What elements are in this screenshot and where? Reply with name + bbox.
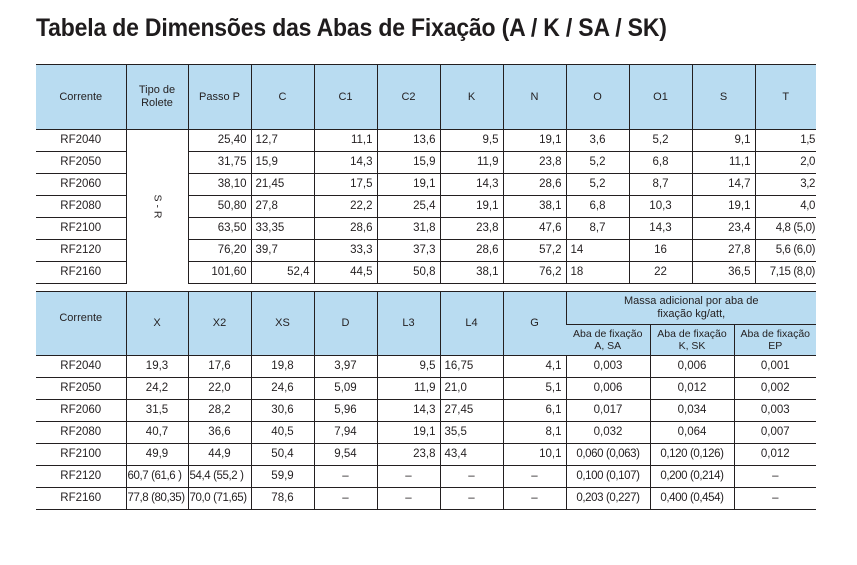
cell-c2: 31,8 <box>377 218 440 240</box>
cell-o: 5,2 <box>566 152 629 174</box>
col-header-n: N <box>503 65 566 130</box>
cell-s: 23,4 <box>692 218 755 240</box>
cell-k: 14,3 <box>440 174 503 196</box>
cell-x: 40,7 <box>126 422 188 444</box>
cell-xs: 30,6 <box>251 400 314 422</box>
cell-d: 5,96 <box>314 400 377 422</box>
cell-o1: 14,3 <box>629 218 692 240</box>
cell-d: – <box>314 488 377 510</box>
cell-corrente: RF2160 <box>36 262 126 284</box>
col-header-c: C <box>251 65 314 130</box>
cell-d: – <box>314 466 377 488</box>
cell-g: 4,1 <box>503 356 566 378</box>
cell-t: 7,15 (8,0) <box>755 262 816 284</box>
cell-k: 28,6 <box>440 240 503 262</box>
table-row <box>36 422 816 444</box>
cell-o: 18 <box>566 262 629 284</box>
cell-c: 15,9 <box>251 152 314 174</box>
cell-massa-ep: 0,002 <box>734 378 816 400</box>
cell-xs: 19,8 <box>251 356 314 378</box>
cell-l3: 23,8 <box>377 444 440 466</box>
cell-c1: 17,5 <box>314 174 377 196</box>
cell-x: 24,2 <box>126 378 188 400</box>
cell-massa-ep: – <box>734 466 816 488</box>
col-header-tipo-rolete: Tipo de Rolete <box>126 65 188 130</box>
cell-massa-ep: 0,003 <box>734 400 816 422</box>
cell-massa-k-sk: 0,064 <box>650 422 734 444</box>
cell-o1: 16 <box>629 240 692 262</box>
col-header-c2: C2 <box>377 65 440 130</box>
cell-k: 9,5 <box>440 130 503 152</box>
cell-x2: 70,0 (71,65) <box>188 488 251 510</box>
cell-g: 5,1 <box>503 378 566 400</box>
cell-corrente: RF2120 <box>36 466 126 488</box>
cell-l3: 19,1 <box>377 422 440 444</box>
cell-d: 3,97 <box>314 356 377 378</box>
cell-d: 7,94 <box>314 422 377 444</box>
cell-x: 77,8 (80,35) <box>126 488 188 510</box>
cell-t: 4,8 (5,0) <box>755 218 816 240</box>
cell-o: 6,8 <box>566 196 629 218</box>
cell-xs: 59,9 <box>251 466 314 488</box>
col-header-s: S <box>692 65 755 130</box>
cell-massa-k-sk: 0,006 <box>650 356 734 378</box>
page-title: Tabela de Dimensões das Abas de Fixação (A / K / SA / SK) <box>36 14 667 42</box>
cell-c: 39,7 <box>251 240 314 262</box>
cell-passo: 76,20 <box>188 240 251 262</box>
col-header-o: O <box>566 65 629 130</box>
cell-s: 9,1 <box>692 130 755 152</box>
cell-corrente: RF2060 <box>36 174 126 196</box>
cell-c1: 28,6 <box>314 218 377 240</box>
cell-g: 10,1 <box>503 444 566 466</box>
cell-passo: 38,10 <box>188 174 251 196</box>
col-header-passo: Passo P <box>188 65 251 130</box>
col-header-l3: L3 <box>377 292 440 356</box>
cell-c: 33,35 <box>251 218 314 240</box>
cell-c: 21,45 <box>251 174 314 196</box>
cell-s: 27,8 <box>692 240 755 262</box>
cell-l4: 16,75 <box>440 356 503 378</box>
cell-n: 23,8 <box>503 152 566 174</box>
cell-passo: 31,75 <box>188 152 251 174</box>
col-header-corrente: Corrente <box>36 292 126 356</box>
cell-massa-k-sk: 0,120 (0,126) <box>650 444 734 466</box>
cell-t: 3,2 <box>755 174 816 196</box>
cell-s: 19,1 <box>692 196 755 218</box>
cell-k: 38,1 <box>440 262 503 284</box>
cell-l4: 35,5 <box>440 422 503 444</box>
cell-n: 76,2 <box>503 262 566 284</box>
cell-l3: – <box>377 466 440 488</box>
cell-l3: 9,5 <box>377 356 440 378</box>
roller-type-label: S - R <box>151 194 164 219</box>
table1-header-row <box>36 65 816 130</box>
cell-massa-k-sk: 0,200 (0,214) <box>650 466 734 488</box>
col-header-g: G <box>503 292 566 356</box>
table-row <box>36 378 816 400</box>
cell-g: 8,1 <box>503 422 566 444</box>
cell-g: – <box>503 488 566 510</box>
cell-c2: 25,4 <box>377 196 440 218</box>
cell-x2: 54,4 (55,2 ) <box>188 466 251 488</box>
cell-corrente: RF2120 <box>36 240 126 262</box>
cell-c: 52,4 <box>251 262 314 284</box>
cell-d: 5,09 <box>314 378 377 400</box>
cell-x: 49,9 <box>126 444 188 466</box>
cell-s: 14,7 <box>692 174 755 196</box>
table-row <box>36 466 816 488</box>
cell-corrente: RF2040 <box>36 356 126 378</box>
cell-massa-k-sk: 0,400 (0,454) <box>650 488 734 510</box>
table-row <box>36 400 816 422</box>
cell-l4: 27,45 <box>440 400 503 422</box>
cell-massa-ep: 0,001 <box>734 356 816 378</box>
cell-massa-ep: 0,012 <box>734 444 816 466</box>
cell-xs: 50,4 <box>251 444 314 466</box>
cell-g: – <box>503 466 566 488</box>
cell-n: 38,1 <box>503 196 566 218</box>
cell-s: 36,5 <box>692 262 755 284</box>
cell-c: 27,8 <box>251 196 314 218</box>
cell-o: 5,2 <box>566 174 629 196</box>
cell-o: 14 <box>566 240 629 262</box>
cell-xs: 24,6 <box>251 378 314 400</box>
cell-c2: 15,9 <box>377 152 440 174</box>
cell-corrente: RF2040 <box>36 130 126 152</box>
cell-c2: 19,1 <box>377 174 440 196</box>
dimensions-table-2 <box>36 291 816 510</box>
cell-passo: 63,50 <box>188 218 251 240</box>
cell-c: 12,7 <box>251 130 314 152</box>
cell-c1: 14,3 <box>314 152 377 174</box>
cell-x: 60,7 (61,6 ) <box>126 466 188 488</box>
cell-n: 57,2 <box>503 240 566 262</box>
cell-massa-k-sk: 0,012 <box>650 378 734 400</box>
cell-t: 2,0 <box>755 152 816 174</box>
table-row <box>36 444 816 466</box>
cell-c2: 37,3 <box>377 240 440 262</box>
cell-c1: 44,5 <box>314 262 377 284</box>
cell-n: 19,1 <box>503 130 566 152</box>
cell-o1: 8,7 <box>629 174 692 196</box>
cell-l3: 11,9 <box>377 378 440 400</box>
cell-g: 6,1 <box>503 400 566 422</box>
cell-corrente: RF2050 <box>36 152 126 174</box>
cell-k: 23,8 <box>440 218 503 240</box>
cell-massa-a-sa: 0,003 <box>566 356 650 378</box>
dimensions-table-1 <box>36 64 816 284</box>
cell-l4: 43,4 <box>440 444 503 466</box>
cell-c1: 22,2 <box>314 196 377 218</box>
cell-massa-a-sa: 0,100 (0,107) <box>566 466 650 488</box>
col-header-xs: XS <box>251 292 314 356</box>
cell-passo: 101,60 <box>188 262 251 284</box>
cell-corrente: RF2050 <box>36 378 126 400</box>
cell-n: 47,6 <box>503 218 566 240</box>
cell-massa-a-sa: 0,017 <box>566 400 650 422</box>
cell-k: 19,1 <box>440 196 503 218</box>
table-row <box>36 130 816 152</box>
cell-massa-a-sa: 0,032 <box>566 422 650 444</box>
col-header-massa-k-sk: Aba de fixação K, SK <box>650 325 734 356</box>
col-header-c1: C1 <box>314 65 377 130</box>
cell-t: 4,0 <box>755 196 816 218</box>
cell-o1: 5,2 <box>629 130 692 152</box>
cell-c1: 11,1 <box>314 130 377 152</box>
cell-s: 11,1 <box>692 152 755 174</box>
col-header-corrente: Corrente <box>36 65 126 130</box>
cell-c1: 33,3 <box>314 240 377 262</box>
cell-c2: 50,8 <box>377 262 440 284</box>
cell-o1: 10,3 <box>629 196 692 218</box>
col-header-massa-a-sa: Aba de fixação A, SA <box>566 325 650 356</box>
cell-passo: 50,80 <box>188 196 251 218</box>
cell-d: 9,54 <box>314 444 377 466</box>
cell-l4: – <box>440 466 503 488</box>
table-row <box>36 356 816 378</box>
table-row <box>36 488 816 510</box>
col-header-massa-ep: Aba de fixação EP <box>734 325 816 356</box>
col-header-massa: Massa adicional por aba de fixação kg/att, <box>566 292 816 325</box>
cell-massa-a-sa: 0,006 <box>566 378 650 400</box>
cell-n: 28,6 <box>503 174 566 196</box>
cell-massa-k-sk: 0,034 <box>650 400 734 422</box>
cell-k: 11,9 <box>440 152 503 174</box>
col-header-k: K <box>440 65 503 130</box>
cell-c2: 13,6 <box>377 130 440 152</box>
cell-o: 3,6 <box>566 130 629 152</box>
cell-t: 5,6 (6,0) <box>755 240 816 262</box>
cell-o: 8,7 <box>566 218 629 240</box>
cell-x2: 28,2 <box>188 400 251 422</box>
cell-xs: 40,5 <box>251 422 314 444</box>
cell-corrente: RF2160 <box>36 488 126 510</box>
cell-x2: 44,9 <box>188 444 251 466</box>
cell-passo: 25,40 <box>188 130 251 152</box>
cell-x2: 17,6 <box>188 356 251 378</box>
cell-xs: 78,6 <box>251 488 314 510</box>
cell-x2: 22,0 <box>188 378 251 400</box>
cell-t: 1,5 <box>755 130 816 152</box>
cell-corrente: RF2080 <box>36 196 126 218</box>
col-header-o1: O1 <box>629 65 692 130</box>
cell-l4: 21,0 <box>440 378 503 400</box>
cell-x2: 36,6 <box>188 422 251 444</box>
cell-massa-a-sa: 0,060 (0,063) <box>566 444 650 466</box>
cell-corrente: RF2100 <box>36 218 126 240</box>
col-header-d: D <box>314 292 377 356</box>
cell-massa-ep: – <box>734 488 816 510</box>
cell-roller-type <box>126 130 188 284</box>
cell-o1: 22 <box>629 262 692 284</box>
cell-corrente: RF2060 <box>36 400 126 422</box>
col-header-x: X <box>126 292 188 356</box>
table2-header-row <box>36 292 816 325</box>
cell-massa-a-sa: 0,203 (0,227) <box>566 488 650 510</box>
cell-massa-ep: 0,007 <box>734 422 816 444</box>
col-header-l4: L4 <box>440 292 503 356</box>
col-header-x2: X2 <box>188 292 251 356</box>
col-header-t: T <box>755 65 816 130</box>
cell-l3: – <box>377 488 440 510</box>
cell-corrente: RF2080 <box>36 422 126 444</box>
cell-x: 31,5 <box>126 400 188 422</box>
cell-l3: 14,3 <box>377 400 440 422</box>
cell-x: 19,3 <box>126 356 188 378</box>
cell-l4: – <box>440 488 503 510</box>
cell-corrente: RF2100 <box>36 444 126 466</box>
cell-o1: 6,8 <box>629 152 692 174</box>
